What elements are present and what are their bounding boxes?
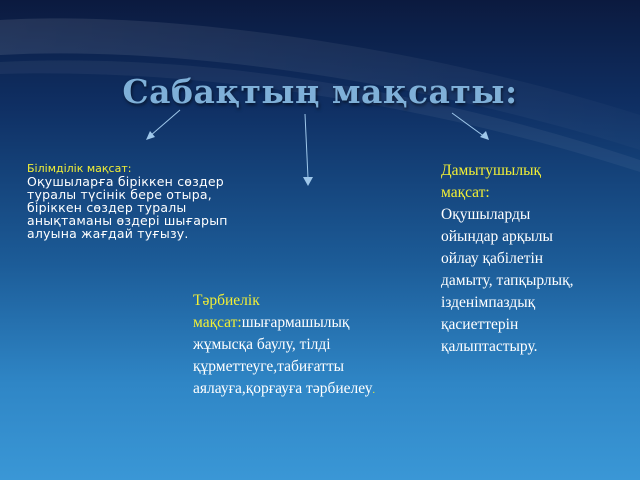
development-goal-label: Дамытушылық мақсат: (441, 162, 542, 201)
education-goal-text: Оқушыларға біріккен сөздер туралы түсінік бере отыра, біріккен сөздер туралы анықтаманы өздері шығарып алуына жағдай туғызу. (27, 174, 228, 241)
upbringing-goal-end-mark: . (372, 385, 375, 396)
arrowhead-center (303, 177, 313, 186)
arrow-right (452, 113, 485, 137)
arrow-center (305, 114, 308, 178)
slide-title: Сабақтың мақсаты: (122, 72, 518, 111)
education-goal-block (27, 162, 257, 240)
arrowhead-right (480, 131, 489, 140)
education-goal-label: Білімділік мақсат: (27, 162, 132, 175)
upbringing-goal-block (193, 290, 393, 402)
upbringing-goal-label: Тәрбиелік мақсат: (193, 292, 260, 331)
arrow-left (150, 110, 180, 136)
development-goal-text: Оқушыларды ойындар арқылы ойлау қабілетін дамыту, тапқырлық, ізденімпаздық қасиеттерін қалыптастыру. (441, 206, 574, 355)
upbringing-goal-text: шығармашылық жұмысқа баулу, тілді құрметтеуге,табиғатты аялауға,қорғауға тәрбиелеу (193, 314, 373, 397)
development-goal-block (441, 160, 581, 358)
